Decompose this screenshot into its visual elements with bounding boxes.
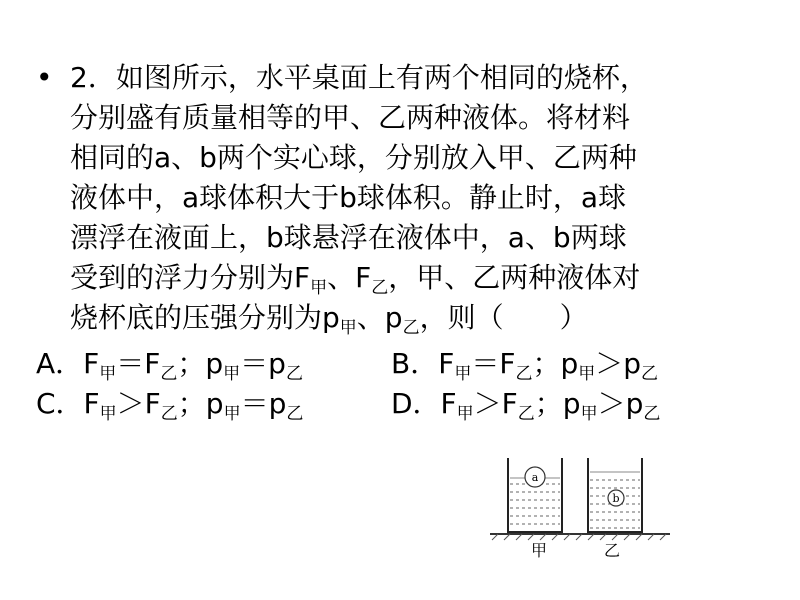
beaker-jia: [508, 458, 562, 532]
text-run: ＝p: [240, 387, 287, 420]
question-line: [70, 298, 766, 338]
subscript: 甲: [339, 318, 357, 338]
subscript: 甲: [580, 404, 598, 424]
text-run: ，甲、乙两种液体对: [388, 261, 641, 294]
question-text: [70, 58, 766, 338]
text-run: 烧杯底的压强分别为p: [70, 301, 340, 334]
text-run: ＞p: [595, 347, 641, 380]
text-run: 、p: [356, 301, 403, 334]
subscript: 乙: [643, 404, 661, 424]
subscript: 甲: [456, 404, 474, 424]
subscript: 甲: [578, 364, 596, 384]
question-line: 相同的a、b两个实心球，分别放入甲、乙两种: [70, 141, 637, 174]
text-run: ＞p: [597, 387, 644, 420]
label-jia: 甲: [531, 541, 548, 560]
option-b[interactable]: [391, 344, 658, 384]
text-run: D．F: [391, 387, 457, 420]
bullet: •: [36, 61, 53, 94]
question-block: [36, 58, 766, 338]
text-run: ＝F: [471, 347, 516, 380]
subscript: 甲: [99, 364, 117, 384]
beaker-yi: [588, 458, 642, 532]
subscript: 甲: [223, 404, 241, 424]
subscript: 甲: [454, 364, 472, 384]
beakers-figure: [490, 452, 672, 544]
text-run: ，则（ ）: [419, 301, 588, 334]
question-line: 分别盛有质量相等的甲、乙两种液体。将材料: [70, 101, 631, 134]
question-line: [70, 258, 766, 298]
option-d[interactable]: [391, 384, 660, 424]
subscript: 甲: [99, 404, 117, 424]
liquid-jia: [510, 484, 560, 524]
text-run: ＞F: [473, 387, 518, 420]
text-run: C．F: [36, 387, 100, 420]
text-run: ＝F: [116, 347, 161, 380]
subscript: 乙: [371, 278, 389, 298]
text-run: ；p: [534, 387, 581, 420]
subscript: 甲: [223, 364, 241, 384]
subscript: 乙: [160, 364, 178, 384]
option-c[interactable]: [36, 384, 303, 424]
subscript: 乙: [641, 364, 658, 384]
ball-a-label: a: [531, 471, 539, 484]
subscript: 甲: [310, 278, 328, 298]
text-run: ；p: [177, 387, 224, 420]
label-yi: 乙: [604, 541, 621, 560]
text-run: ；p: [177, 347, 224, 380]
question-line: 2．如图所示，水平桌面上有两个相同的烧杯，: [70, 61, 648, 94]
ball-b-label: b: [612, 492, 620, 505]
text-run: 、F: [327, 261, 372, 294]
subscript: 乙: [160, 404, 178, 424]
subscript: 乙: [515, 364, 533, 384]
text-run: 受到的浮力分别为F: [70, 261, 311, 294]
text-run: ＝p: [240, 347, 286, 380]
option-a[interactable]: [36, 344, 303, 384]
subscript: 乙: [402, 318, 420, 338]
subscript: 乙: [285, 364, 303, 384]
subscript: 乙: [286, 404, 304, 424]
question-line: 液体中，a球体积大于b球体积。静止时，a球: [70, 181, 627, 214]
question-line: 漂浮在液面上，b球悬浮在液体中，a、b两球: [70, 221, 627, 254]
text-run: A．F: [36, 347, 100, 380]
text-run: ＞F: [116, 387, 161, 420]
text-run: ；p: [532, 347, 579, 380]
text-run: B．F: [391, 347, 455, 380]
subscript: 乙: [517, 404, 535, 424]
